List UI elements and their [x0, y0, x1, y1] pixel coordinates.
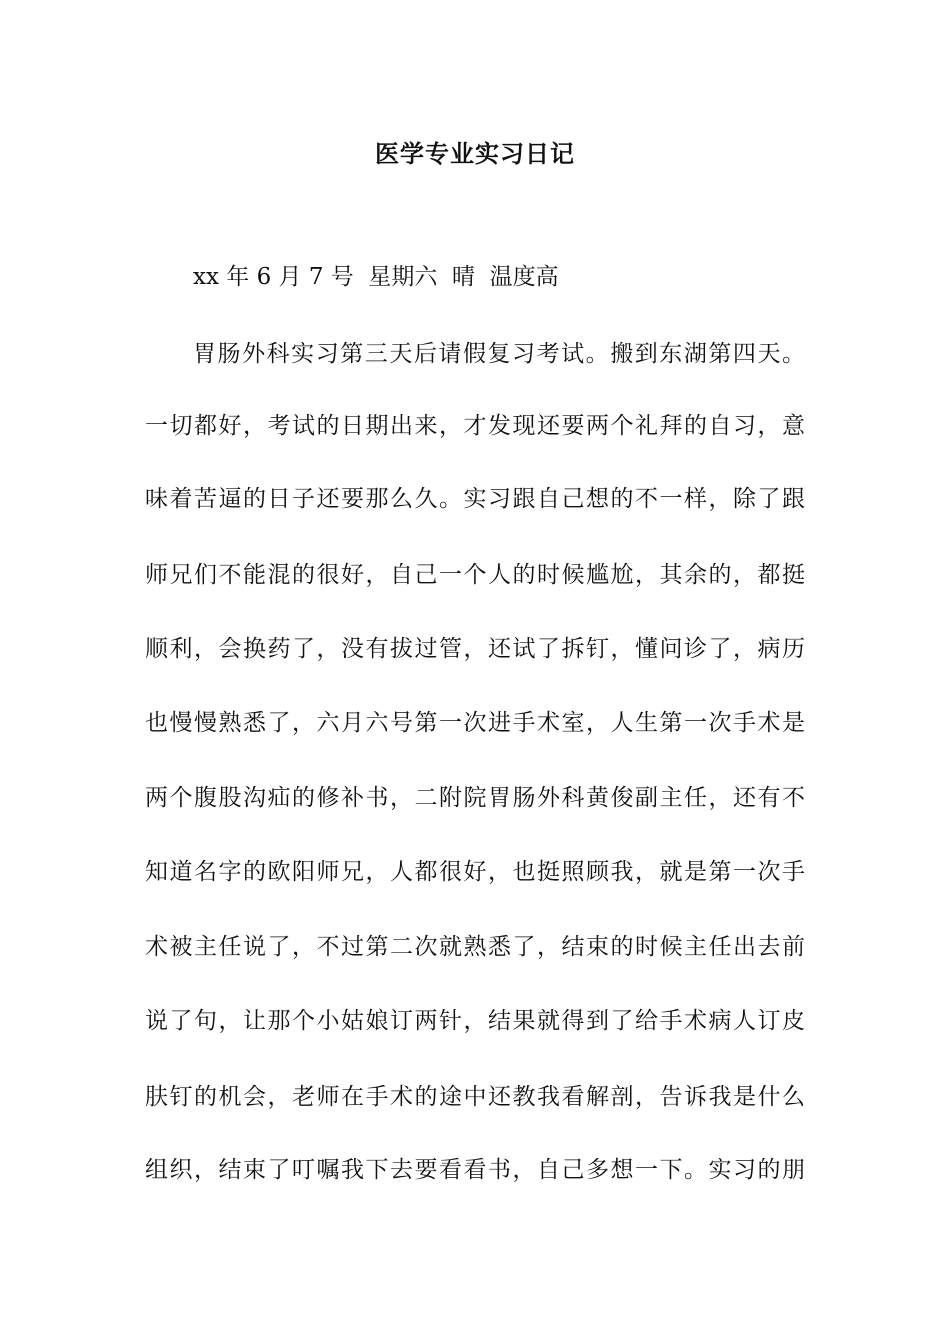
paragraph-line: 两个腹股沟疝的修补书，二附院胃肠外科黄俊副主任，还有不: [145, 785, 805, 811]
paragraph-line: 知道名字的欧阳师兄，人都很好，也挺照顾我，就是第一次手: [145, 859, 805, 885]
paragraph-line: 也慢慢熟悉了，六月六号第一次进手术室，人生第一次手术是: [145, 710, 805, 736]
paragraph-line: 肤钉的机会，老师在手术的途中还教我看解剖，告诉我是什么: [145, 1084, 805, 1110]
paragraph-line: 说了句，让那个小姑娘订两针，结果就得到了给手术病人订皮: [145, 1008, 805, 1034]
diary-date-line: xx 年 6 月 7 号 星期六 晴 温度高: [193, 264, 559, 290]
paragraph-line: 胃肠外科实习第三天后请假复习考试。搬到东湖第四天。: [193, 341, 805, 367]
paragraph-line: 组织，结束了叮嘱我下去要看看书，自己多想一下。实习的朋: [145, 1157, 805, 1183]
paragraph-line: 一切都好，考试的日期出来，才发现还要两个礼拜的自习，意: [145, 413, 805, 439]
document-title: 医学专业实习日记: [375, 139, 575, 168]
paragraph-line: 顺利，会换药了，没有拔过管，还试了拆钉，懂问诊了，病历: [145, 636, 805, 662]
paragraph-line: 师兄们不能混的很好，自己一个人的时候尴尬，其余的，都挺: [145, 562, 805, 588]
paragraph-line: 味着苦逼的日子还要那么久。实习跟自己想的不一样，除了跟: [145, 486, 805, 512]
paragraph-line: 术被主任说了，不过第二次就熟悉了，结束的时候主任出去前: [145, 934, 805, 960]
